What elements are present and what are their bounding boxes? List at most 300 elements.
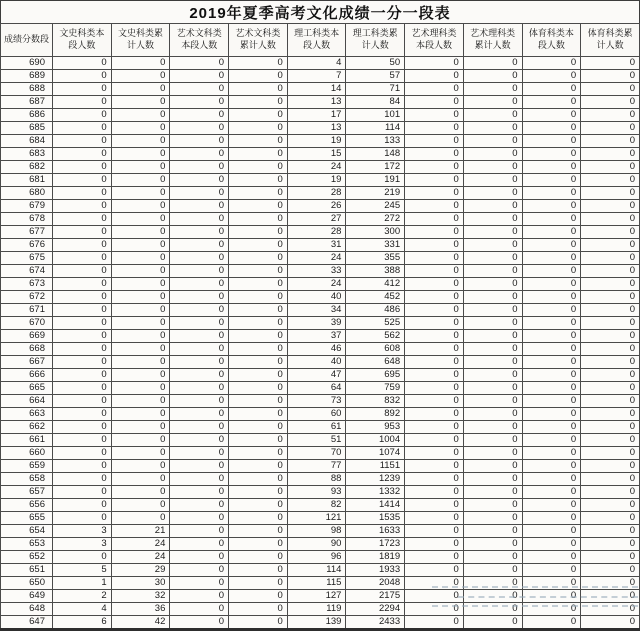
value-cell: 1004 [346,434,405,447]
value-cell: 36 [111,603,170,616]
score-cell: 682 [1,161,53,174]
value-cell: 0 [229,200,288,213]
value-cell: 1074 [346,447,405,460]
value-cell: 0 [522,200,581,213]
value-cell: 0 [170,382,229,395]
value-cell: 300 [346,226,405,239]
value-cell: 0 [170,577,229,590]
value-cell: 114 [287,564,346,577]
value-cell: 0 [522,473,581,486]
value-cell: 0 [53,473,112,486]
value-cell: 0 [53,96,112,109]
value-cell: 96 [287,551,346,564]
value-cell: 50 [346,57,405,70]
value-cell: 0 [463,239,522,252]
value-cell: 0 [522,330,581,343]
value-cell: 0 [405,577,464,590]
score-cell: 668 [1,343,53,356]
value-cell: 0 [522,239,581,252]
value-cell: 0 [581,551,640,564]
value-cell: 0 [111,434,170,447]
value-cell: 0 [229,57,288,70]
value-cell: 0 [111,473,170,486]
value-cell: 32 [111,590,170,603]
value-cell: 0 [53,252,112,265]
value-cell: 0 [463,265,522,278]
value-cell: 39 [287,317,346,330]
table-row [1,278,640,291]
value-cell: 17 [287,109,346,122]
score-cell: 657 [1,486,53,499]
value-cell: 0 [405,330,464,343]
value-cell: 0 [581,382,640,395]
value-cell: 0 [53,486,112,499]
value-cell: 0 [581,564,640,577]
value-cell: 0 [111,382,170,395]
value-cell: 562 [346,330,405,343]
value-cell: 1414 [346,499,405,512]
value-cell: 331 [346,239,405,252]
value-cell: 0 [463,590,522,603]
value-cell: 0 [581,512,640,525]
value-cell: 0 [405,317,464,330]
value-cell: 0 [170,148,229,161]
value-cell: 525 [346,317,405,330]
value-cell: 1819 [346,551,405,564]
value-cell: 0 [111,83,170,96]
value-cell: 0 [53,200,112,213]
value-cell: 0 [229,317,288,330]
score-cell: 663 [1,408,53,421]
value-cell: 0 [229,473,288,486]
value-cell: 0 [463,174,522,187]
value-cell: 0 [522,486,581,499]
score-cell: 656 [1,499,53,512]
value-cell: 0 [581,499,640,512]
value-cell: 0 [522,174,581,187]
value-cell: 1 [53,577,112,590]
value-cell: 0 [463,525,522,538]
table-row [1,369,640,382]
value-cell: 0 [522,83,581,96]
score-cell: 672 [1,291,53,304]
table-row [1,200,640,213]
value-cell: 13 [287,96,346,109]
score-cell: 660 [1,447,53,460]
value-cell: 0 [170,460,229,473]
value-cell: 2175 [346,590,405,603]
score-cell: 689 [1,70,53,83]
table-row [1,96,640,109]
value-cell: 0 [53,109,112,122]
value-cell: 148 [346,148,405,161]
value-cell: 0 [581,57,640,70]
value-cell: 0 [111,161,170,174]
value-cell: 0 [229,187,288,200]
value-cell: 0 [111,421,170,434]
value-cell: 0 [170,252,229,265]
table-body [1,57,640,630]
value-cell: 0 [170,395,229,408]
score-cell: 659 [1,460,53,473]
value-cell: 0 [53,70,112,83]
value-cell: 0 [522,616,581,630]
value-cell: 0 [229,96,288,109]
value-cell: 0 [581,447,640,460]
value-cell: 0 [463,551,522,564]
value-cell: 0 [111,174,170,187]
value-cell: 0 [581,135,640,148]
value-cell: 0 [111,395,170,408]
value-cell: 0 [581,486,640,499]
table-row [1,421,640,434]
column-header: 体育科类累 计人数 [581,24,640,57]
value-cell: 0 [405,135,464,148]
value-cell: 0 [53,57,112,70]
value-cell: 0 [53,382,112,395]
value-cell: 0 [522,226,581,239]
value-cell: 3 [53,525,112,538]
value-cell: 1633 [346,525,405,538]
table-row [1,57,640,70]
value-cell: 0 [53,161,112,174]
value-cell: 0 [522,304,581,317]
value-cell: 0 [53,551,112,564]
header-row [1,24,640,57]
value-cell: 0 [53,395,112,408]
score-cell: 650 [1,577,53,590]
value-cell: 0 [405,304,464,317]
value-cell: 0 [522,603,581,616]
value-cell: 0 [405,187,464,200]
value-cell: 0 [463,109,522,122]
value-cell: 0 [229,551,288,564]
value-cell: 0 [170,291,229,304]
value-cell: 0 [405,369,464,382]
value-cell: 24 [287,278,346,291]
column-header: 体育科类本 段人数 [522,24,581,57]
score-cell: 690 [1,57,53,70]
value-cell: 30 [111,577,170,590]
value-cell: 0 [229,382,288,395]
value-cell: 0 [522,525,581,538]
value-cell: 0 [463,616,522,630]
value-cell: 0 [53,187,112,200]
value-cell: 14 [287,83,346,96]
score-distribution-table [0,23,640,631]
value-cell: 0 [405,590,464,603]
value-cell: 0 [229,148,288,161]
score-cell: 677 [1,226,53,239]
value-cell: 0 [581,460,640,473]
score-cell: 683 [1,148,53,161]
value-cell: 0 [229,395,288,408]
column-header: 文史科类累 计人数 [111,24,170,57]
value-cell: 0 [581,356,640,369]
value-cell: 0 [170,356,229,369]
table-row [1,590,640,603]
value-cell: 0 [522,512,581,525]
value-cell: 1933 [346,564,405,577]
value-cell: 0 [111,187,170,200]
value-cell: 0 [111,200,170,213]
score-cell: 684 [1,135,53,148]
table-row [1,408,640,421]
value-cell: 0 [522,356,581,369]
value-cell: 139 [287,616,346,630]
value-cell: 60 [287,408,346,421]
score-cell: 649 [1,590,53,603]
value-cell: 0 [581,200,640,213]
value-cell: 0 [405,265,464,278]
value-cell: 0 [463,278,522,291]
value-cell: 0 [581,577,640,590]
value-cell: 0 [581,317,640,330]
table-row [1,135,640,148]
value-cell: 0 [53,512,112,525]
score-cell: 652 [1,551,53,564]
column-header: 成绩分数段 [1,24,53,57]
value-cell: 0 [581,109,640,122]
table-row [1,499,640,512]
value-cell: 0 [463,291,522,304]
table-row [1,473,640,486]
value-cell: 0 [170,109,229,122]
table-row [1,382,640,395]
value-cell: 0 [111,213,170,226]
table-row [1,447,640,460]
value-cell: 13 [287,122,346,135]
value-cell: 64 [287,382,346,395]
value-cell: 0 [53,369,112,382]
value-cell: 0 [229,291,288,304]
value-cell: 0 [463,382,522,395]
value-cell: 42 [111,616,170,630]
value-cell: 0 [405,395,464,408]
score-cell: 647 [1,616,53,630]
table-row [1,252,640,265]
value-cell: 452 [346,291,405,304]
value-cell: 0 [581,174,640,187]
value-cell: 0 [522,499,581,512]
value-cell: 0 [405,616,464,630]
value-cell: 0 [170,343,229,356]
value-cell: 5 [53,564,112,577]
value-cell: 0 [581,590,640,603]
value-cell: 0 [111,460,170,473]
score-cell: 676 [1,239,53,252]
value-cell: 892 [346,408,405,421]
value-cell: 0 [53,148,112,161]
value-cell: 0 [522,382,581,395]
value-cell: 0 [170,57,229,70]
value-cell: 0 [53,343,112,356]
value-cell: 0 [463,395,522,408]
value-cell: 115 [287,577,346,590]
value-cell: 0 [170,616,229,630]
value-cell: 0 [111,109,170,122]
value-cell: 0 [405,460,464,473]
value-cell: 0 [170,96,229,109]
value-cell: 57 [346,70,405,83]
value-cell: 0 [405,226,464,239]
value-cell: 0 [405,57,464,70]
value-cell: 0 [229,590,288,603]
value-cell: 0 [170,499,229,512]
value-cell: 0 [170,447,229,460]
value-cell: 0 [229,499,288,512]
value-cell: 0 [111,252,170,265]
value-cell: 0 [53,226,112,239]
value-cell: 0 [581,603,640,616]
value-cell: 0 [522,187,581,200]
value-cell: 0 [581,278,640,291]
score-cell: 653 [1,538,53,551]
value-cell: 1239 [346,473,405,486]
value-cell: 0 [53,174,112,187]
value-cell: 272 [346,213,405,226]
value-cell: 0 [581,343,640,356]
value-cell: 0 [581,291,640,304]
value-cell: 0 [229,512,288,525]
value-cell: 0 [405,525,464,538]
value-cell: 0 [463,317,522,330]
value-cell: 0 [53,421,112,434]
value-cell: 0 [581,83,640,96]
value-cell: 0 [581,239,640,252]
score-cell: 688 [1,83,53,96]
value-cell: 0 [581,408,640,421]
value-cell: 0 [522,70,581,83]
value-cell: 0 [405,278,464,291]
value-cell: 0 [170,161,229,174]
table-row [1,434,640,447]
value-cell: 0 [405,486,464,499]
column-header: 理工科类累 计人数 [346,24,405,57]
value-cell: 119 [287,603,346,616]
value-cell: 0 [522,252,581,265]
value-cell: 0 [170,226,229,239]
value-cell: 648 [346,356,405,369]
table-row [1,161,640,174]
value-cell: 4 [287,57,346,70]
column-header: 文史科类本 段人数 [53,24,112,57]
value-cell: 0 [111,96,170,109]
value-cell: 40 [287,356,346,369]
value-cell: 0 [405,538,464,551]
value-cell: 0 [463,460,522,473]
value-cell: 0 [170,278,229,291]
value-cell: 47 [287,369,346,382]
value-cell: 0 [111,135,170,148]
value-cell: 0 [170,239,229,252]
value-cell: 4 [53,603,112,616]
value-cell: 0 [522,447,581,460]
value-cell: 0 [111,317,170,330]
value-cell: 0 [111,330,170,343]
value-cell: 0 [170,70,229,83]
value-cell: 0 [53,499,112,512]
value-cell: 24 [111,538,170,551]
value-cell: 0 [522,577,581,590]
value-cell: 0 [111,148,170,161]
table-row [1,226,640,239]
value-cell: 0 [522,590,581,603]
value-cell: 0 [522,434,581,447]
value-cell: 0 [581,265,640,278]
value-cell: 0 [53,356,112,369]
value-cell: 21 [111,525,170,538]
value-cell: 0 [170,512,229,525]
value-cell: 26 [287,200,346,213]
value-cell: 0 [463,135,522,148]
value-cell: 0 [522,213,581,226]
value-cell: 0 [229,460,288,473]
value-cell: 0 [111,70,170,83]
value-cell: 0 [229,564,288,577]
value-cell: 0 [522,395,581,408]
value-cell: 37 [287,330,346,343]
table-row [1,213,640,226]
value-cell: 0 [522,421,581,434]
value-cell: 0 [463,161,522,174]
table-row [1,148,640,161]
value-cell: 0 [522,57,581,70]
value-cell: 0 [229,265,288,278]
value-cell: 412 [346,278,405,291]
value-cell: 0 [229,616,288,630]
value-cell: 0 [53,434,112,447]
value-cell: 28 [287,187,346,200]
value-cell: 0 [111,356,170,369]
value-cell: 0 [53,317,112,330]
value-cell: 1332 [346,486,405,499]
value-cell: 0 [229,369,288,382]
value-cell: 121 [287,512,346,525]
value-cell: 0 [229,135,288,148]
value-cell: 0 [405,499,464,512]
value-cell: 2 [53,590,112,603]
value-cell: 0 [53,460,112,473]
value-cell: 15 [287,148,346,161]
value-cell: 0 [53,239,112,252]
value-cell: 71 [346,83,405,96]
value-cell: 0 [463,512,522,525]
column-header: 理工科类本 段人数 [287,24,346,57]
table-row [1,564,640,577]
value-cell: 0 [522,317,581,330]
value-cell: 0 [229,408,288,421]
value-cell: 1151 [346,460,405,473]
value-cell: 133 [346,135,405,148]
value-cell: 0 [581,395,640,408]
value-cell: 77 [287,460,346,473]
score-cell: 664 [1,395,53,408]
value-cell: 0 [405,200,464,213]
table-row [1,460,640,473]
table-row [1,395,640,408]
value-cell: 0 [229,122,288,135]
value-cell: 0 [229,70,288,83]
value-cell: 0 [53,408,112,421]
value-cell: 61 [287,421,346,434]
value-cell: 0 [170,421,229,434]
score-cell: 671 [1,304,53,317]
table-row [1,109,640,122]
value-cell: 0 [463,356,522,369]
value-cell: 0 [405,551,464,564]
value-cell: 0 [581,421,640,434]
